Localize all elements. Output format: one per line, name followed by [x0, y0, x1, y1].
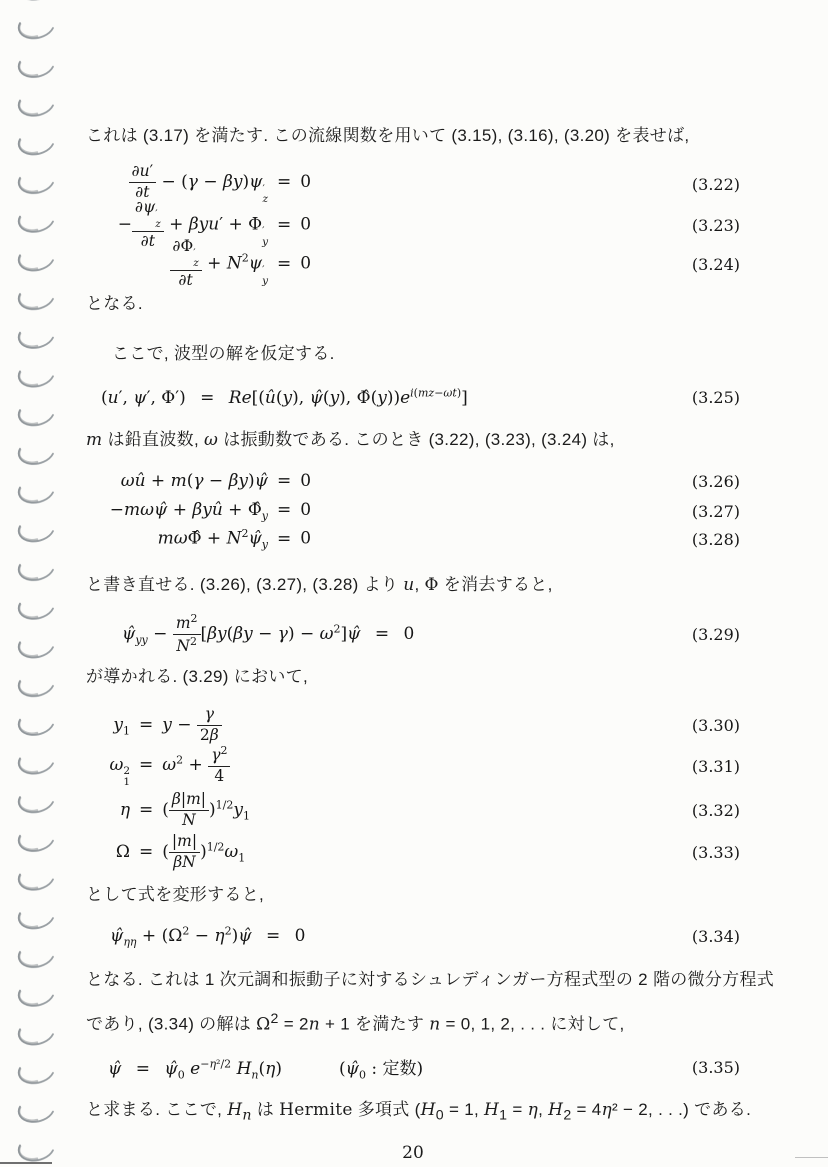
equation-3-27-number: (3.27) [691, 501, 740, 521]
paragraph-schrodinger-line1: となる. これは 1 次元調和振動子に対するシュレディンガー方程式型の 2 階の微分方程式 [86, 970, 775, 989]
equation-3-25 [86, 382, 740, 412]
paragraph-wave: m は鉛直波数, ω は振動数である. このとき (3.22), (3.23), (3.24) は, [86, 430, 615, 450]
paragraph-derived: が導かれる. (3.29) において, [86, 667, 309, 686]
spiral-binding-marks [0, 0, 70, 1167]
equation-3-34-number: (3.34) [691, 926, 740, 946]
equation-3-28 [86, 526, 740, 552]
paragraph-intro: これは (3.17) を満たす. この流線関数を用いて (3.15), (3.16), (3.20) を表せば, [86, 126, 690, 145]
scan-edge-artifact-bottom-right [795, 1157, 828, 1158]
paragraph-schrodinger-line2: であり, (3.34) の解は $\Omega^2 = 2n + 1$ を満たす n = 0, 1, 2, . . . に対して, [86, 1011, 625, 1035]
equation-3-22-formula: $\frac{\partial u'}{\partial t}$ − (γ − βy)ψ ′ z = 0 [86, 163, 311, 205]
equation-3-33-number: (3.33) [691, 842, 740, 862]
equation-3-32-number: (3.32) [691, 800, 740, 820]
page-content [86, 108, 775, 1164]
equation-3-22-number: (3.22) [691, 174, 740, 194]
equation-3-34-formula: $\psî_{\eta\eta} + (\Omega^2$ − $\eta^2)\psî = 0$ [110, 923, 306, 949]
equation-3-26-number: (3.26) [691, 471, 740, 491]
equation-3-26 [86, 468, 740, 494]
equation-3-24-formula: ∂Φ ′ z ∂t + $N^2\psi$ ′ y = 0 [86, 238, 311, 290]
equation-3-32-formula: η = ( $\frac{\beta|m|}{N}$ )$^{1/2}y_1$ [119, 789, 250, 829]
equation-3-30-number: (3.30) [691, 715, 740, 735]
equation-3-32 [86, 789, 740, 831]
paragraph-kokode: ここで, 波型の解を仮定する. [112, 344, 335, 363]
equation-3-23-formula: − ∂ψ ′ z ∂t + βyu′ + Φ ′ y = 0 [117, 198, 312, 250]
equation-3-31-number: (3.31) [691, 756, 740, 776]
equation-3-30-formula: $y_1 = y$ − $\frac{\gamma}{2\beta}$ [86, 706, 222, 745]
equation-3-27 [86, 498, 740, 524]
equation-3-31-formula: ω 2 1 = $\omega^2$ + $\frac{\gamma^2}{4}$ [86, 745, 230, 788]
paragraph-rewrite: と書き直せる. (3.26), (3.27), (3.28) より u, Φ を消去すると, [86, 575, 553, 595]
equation-3-25-number: (3.25) [691, 387, 740, 407]
equation-3-29-number: (3.29) [691, 624, 740, 644]
scan-edge-artifact-bottom-left [0, 1162, 52, 1164]
equation-3-35-number: (3.35) [691, 1058, 740, 1078]
equation-3-31 [86, 743, 740, 788]
paragraph-tonaru: となる. [86, 294, 143, 313]
paragraph-transform: として式を変形すると, [86, 885, 265, 904]
equation-3-23-number: (3.23) [691, 215, 740, 235]
equation-3-22 [86, 164, 740, 204]
equation-3-28-number: (3.28) [691, 529, 740, 549]
equation-3-35 [86, 1053, 740, 1083]
equation-3-30 [86, 705, 740, 745]
equation-3-28-formula: mωΦ̂ + $N^2\psî_y = 0$ [157, 526, 312, 552]
equation-3-35-formula: ψ̂ = $\psî_0$ $e^{-\eta^2/2}$ $H_n(\eta)$ ($\psî_0$ : 定数) [108, 1057, 424, 1082]
paragraph-hermite: と求まる. ここで, $H_n$ は Hermite 多項式 ($H_0 = 1$, $H_1 = \eta$, $H_2 = 4\eta^2 - 2$, . . .) である. [86, 1099, 752, 1124]
equation-3-33 [86, 831, 740, 873]
equation-3-24 [86, 237, 740, 289]
equation-3-29 [86, 613, 740, 655]
equation-3-25-formula: (u′, ψ′, Φ′) = Re[(û(y), ψ̂(y), $\Phî(y))e^{i(mz-\omega t)}$] [101, 386, 468, 408]
equation-3-27-formula: −mωψ̂ + βyû + $\Phî_y = 0$ [109, 499, 312, 523]
equation-3-34 [86, 923, 740, 949]
equation-3-24-number: (3.24) [691, 254, 740, 274]
equation-3-29-formula: $\psî_{yy}$ − $\frac{m^2}{N^2}$ $[\beta y(\beta y - \gamma) - \omega^2]\psî = 0$ [122, 611, 415, 655]
equation-3-33-formula: Ω = ( $\frac{|m|}{\beta N}$ )$^{1/2}\omega_1$ [115, 831, 246, 871]
page-number: 20 [402, 1143, 424, 1164]
equation-3-26-formula: ωû + m(γ − βy)ψ̂ = 0 [120, 471, 312, 491]
